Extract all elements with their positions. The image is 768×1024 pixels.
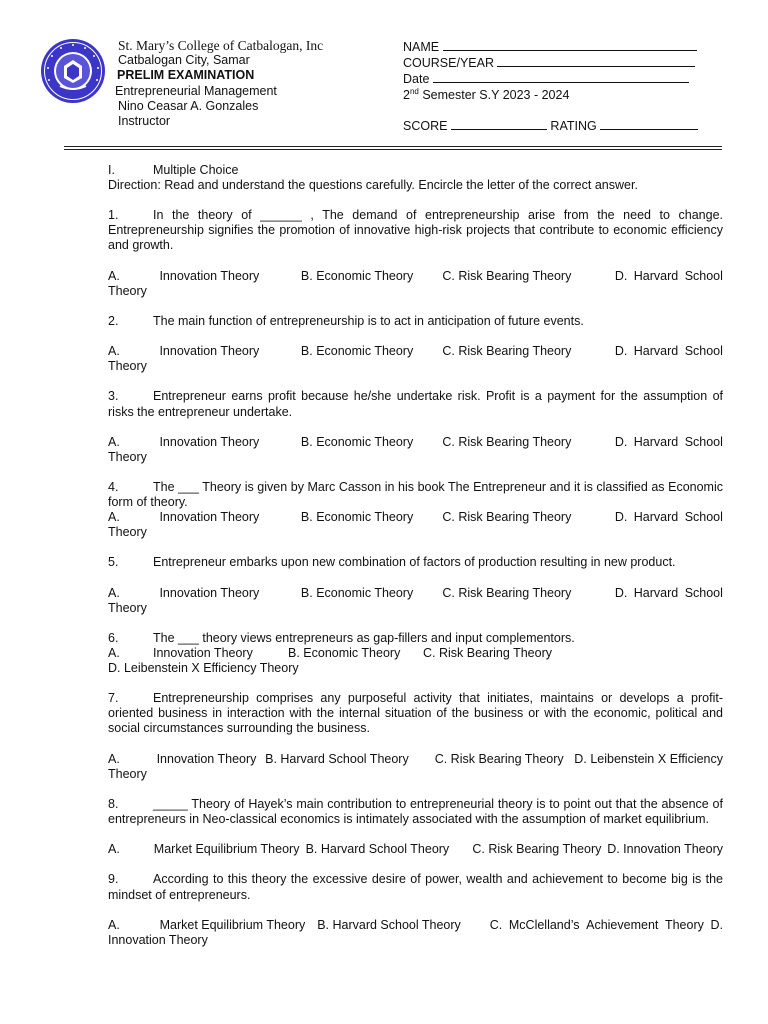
option-wrap: Theory <box>108 525 147 540</box>
rating-label: RATING <box>550 118 597 133</box>
options-row[interactable]: A. Innovation Theory B. Economic Theory C. Risk Bearing Theory <box>108 646 552 660</box>
question-text: 3. Entrepreneur earns profit because he/she undertake risk. Profit is a payment for the assumption of risks the entrepreneur undertake. <box>108 389 723 419</box>
question-2 <box>108 314 723 374</box>
header-divider-bottom <box>64 149 722 150</box>
school-name: St. Mary’s College of Catbalogan, Inc <box>118 38 324 53</box>
rating-blank[interactable] <box>600 118 698 130</box>
date-label: Date <box>403 72 430 87</box>
option-wrap: Theory <box>108 283 147 298</box>
option-wrap: Theory <box>108 766 147 781</box>
semester-line: 2nd Semester S.Y 2023 - 2024 <box>403 86 570 102</box>
question-9 <box>108 872 723 947</box>
score-blank[interactable] <box>451 118 547 130</box>
instructor-label: Instructor <box>118 114 171 129</box>
instructor-name: Nino Ceasar A. Gonzales <box>118 98 259 113</box>
college-seal-logo <box>40 38 106 104</box>
section-direction: Direction: Read and understand the questions carefully. Encircle the letter of the correct answer. <box>108 178 638 193</box>
option-wrap: Theory <box>108 449 147 464</box>
score-label: SCORE <box>403 118 448 133</box>
exam-body <box>108 163 723 948</box>
option-wrap: Theory <box>108 600 147 615</box>
question-7 <box>108 691 723 782</box>
question-1 <box>108 208 723 299</box>
options-row[interactable]: A. Innovation Theory B. Economic Theory C. Risk Bearing Theory D. Harvard School <box>108 268 723 283</box>
question-text: 9. According to this theory the excessive desire of power, wealth and achievement to become big is the mindset of entrepreneurs. <box>108 872 723 902</box>
header-right <box>403 39 698 134</box>
question-text: 8. _____ Theory of Hayek’s main contribution to entrepreneurial theory is to point out that the absence of entrepreneurs in Neo-classical economics is intimately associated with the assumption of market equilibrium. <box>108 796 723 827</box>
question-text: 5. Entrepreneur embarks upon new combination of factors of production resulting in new product. <box>108 555 676 570</box>
header-left <box>115 38 324 129</box>
exam-title: PRELIM EXAMINATION <box>117 68 255 83</box>
option-wrap: Theory <box>108 359 147 374</box>
question-8 <box>108 797 723 857</box>
options-row[interactable]: A. Innovation Theory B. Economic Theory C. Risk Bearing Theory D. Harvard School <box>108 510 723 525</box>
school-city: Catbalogan City, Samar <box>118 53 250 68</box>
option-wrap: Innovation Theory <box>108 932 208 947</box>
question-3 <box>108 389 723 464</box>
section-heading: I. Multiple Choice <box>108 163 239 177</box>
options-row[interactable]: A. Innovation Theory B. Harvard School Theory C. Risk Bearing Theory D. Leibenstein X Efficiency <box>108 751 723 766</box>
name-label: NAME <box>403 40 440 54</box>
options-row[interactable]: A. Market Equilibrium Theory B. Harvard School Theory C. Risk Bearing Theory D. Innovation Theory <box>108 842 723 857</box>
question-6 <box>108 631 723 676</box>
question-text: 6. The ___ theory views entrepreneurs as gap-fillers and input complementors. <box>108 630 575 645</box>
options-row[interactable]: A. Innovation Theory B. Economic Theory C. Risk Bearing Theory D. Harvard School <box>108 344 723 359</box>
options-row[interactable]: A. Innovation Theory B. Economic Theory C. Risk Bearing Theory D. Harvard School <box>108 585 723 600</box>
question-text: 4. The ___ Theory is given by Marc Casson in his book The Entrepreneur and it is classified as Economic form of theory. <box>108 479 723 510</box>
question-text: 7. Entrepreneurship comprises any purposeful activity that initiates, maintains or develops a profit-oriented business in interaction with the internal situation of the business or with the economic, political and social circumstances surrounding the business. <box>108 691 723 736</box>
question-4 <box>108 480 723 540</box>
subject-name: Entrepreneurial Management <box>115 83 277 98</box>
header-divider-top <box>64 146 722 147</box>
question-text: 2. The main function of entrepreneurship is to act in anticipation of future events. <box>108 313 584 328</box>
options-row[interactable]: A. Innovation Theory B. Economic Theory C. Risk Bearing Theory D. Harvard School <box>108 434 723 449</box>
date-blank[interactable] <box>433 71 689 83</box>
course-blank[interactable] <box>497 55 695 67</box>
course-label: COURSE/YEAR <box>403 56 494 71</box>
options-row[interactable]: A. Market Equilibrium Theory B. Harvard School Theory C. McClelland’s Achievement Theory D. <box>108 917 723 932</box>
name-blank[interactable] <box>443 39 697 51</box>
option-wrap: D. Leibenstein X Efficiency Theory <box>108 661 299 676</box>
question-text: 1. In the theory of ______ , The demand of entrepreneurship arise from the need to change. Entrepreneurship signifies the promotion of innovative high-risk projects that contribute to economic efficiency and growth. <box>108 208 723 253</box>
question-5 <box>108 555 723 615</box>
